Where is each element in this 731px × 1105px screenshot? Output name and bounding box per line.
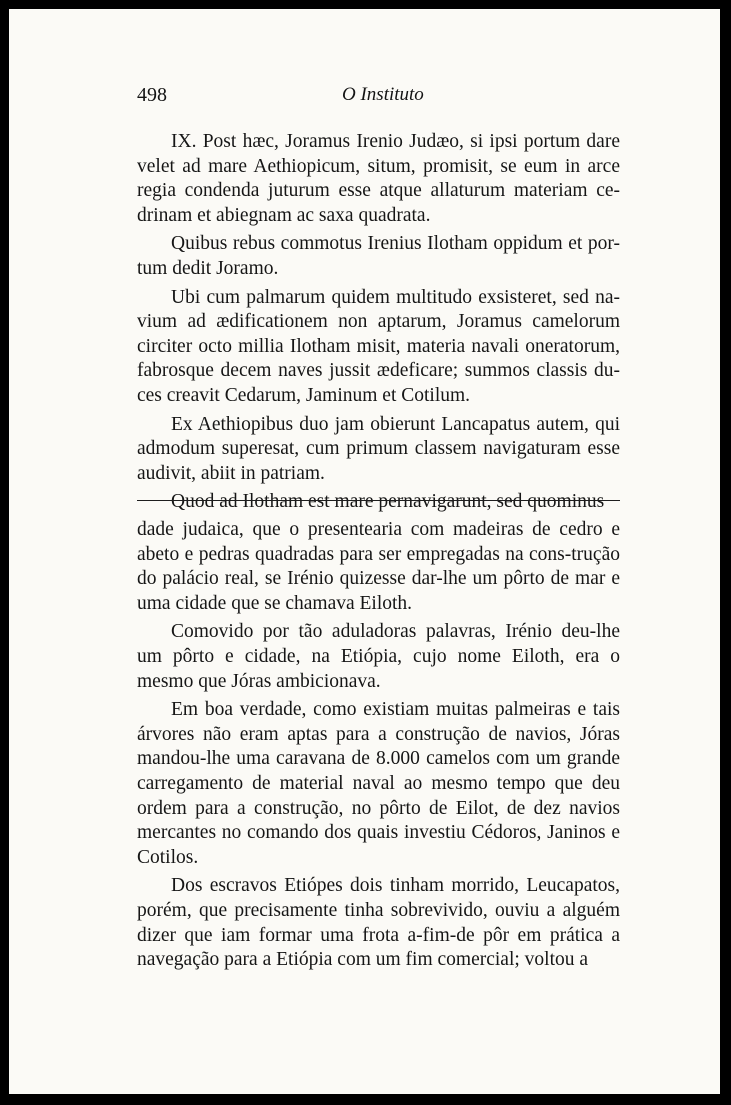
portuguese-paragraph: Dos escravos Etiópes dois tinham morrido, Leucapatos, porém, que precisamente tinha sobrevivido, ouviu a alguém dizer que iam formar uma frota a-fim-de pôr em prática a navegação para a Etiópia com um fim comercial; voltou a <box>137 875 620 971</box>
portuguese-text-block <box>137 518 620 977</box>
footnote-divider <box>137 500 620 501</box>
latin-paragraph: Quod ad Ilotham est mare pernavigarunt, sed quominus <box>171 491 605 513</box>
page-header <box>137 84 627 110</box>
latin-text-block <box>137 130 620 519</box>
page-number: 498 <box>137 84 167 106</box>
latin-paragraph: Ubi cum palmarum quidem multitudo exsisteret, sed na-vium ad ædificationem non aptarum, Joramus camelorum circiter octo millia Ilotham misit, materia navali oneratorum, fabrosque decem naves jussit ædeficare; summos classis du-ces creavit Cedarum, Jaminum et Cotilum. <box>137 286 620 406</box>
portuguese-paragraph: Comovido por tão aduladoras palavras, Irénio deu-lhe um pôrto e cidade, na Etiópia, cujo nome Eiloth, era o mesmo que Jóras ambicionava. <box>137 621 620 692</box>
portuguese-paragraph: dade judaica, que o presentearia com madeiras de cedro e abeto e pedras quadradas para ser empregadas na cons-trução do palácio real, se Irénio quizesse dar-lhe um pôrto de mar e uma cidade que se chamava Eiloth. <box>137 519 620 614</box>
latin-paragraph: Quibus rebus commotus Irenius Ilotham oppidum et por-tum dedit Joramo. <box>137 233 620 279</box>
latin-paragraph: Ex Aethiopibus duo jam obierunt Lancapatus autem, qui admodum superesat, cum primum classem navigaturam esse audivit, abiit in patriam. <box>137 413 620 484</box>
book-page <box>9 9 720 1094</box>
portuguese-paragraph: Em boa verdade, como existiam muitas palmeiras e tais árvores não eram aptas para a construção de navios, Jóras mandou-lhe uma caravana de 8.000 camelos com um grande carregamento de material naval ao mesmo tempo que deu ordem para a construção, no pôrto de Eilot, de dez navios mercantes no comando dos quais investiu Cédoros, Janinos e Cotilos. <box>137 699 620 868</box>
running-title: O Instituto <box>342 84 424 105</box>
latin-paragraph: IX. Post hæc, Joramus Irenio Judæo, si ipsi portum dare velet ad mare Aethiopicum, situm, promisit, se eum in arce regia condenda juturum esse atque allaturum materiam ce-drinam et abiegnam ac saxa quadrata. <box>137 131 620 226</box>
